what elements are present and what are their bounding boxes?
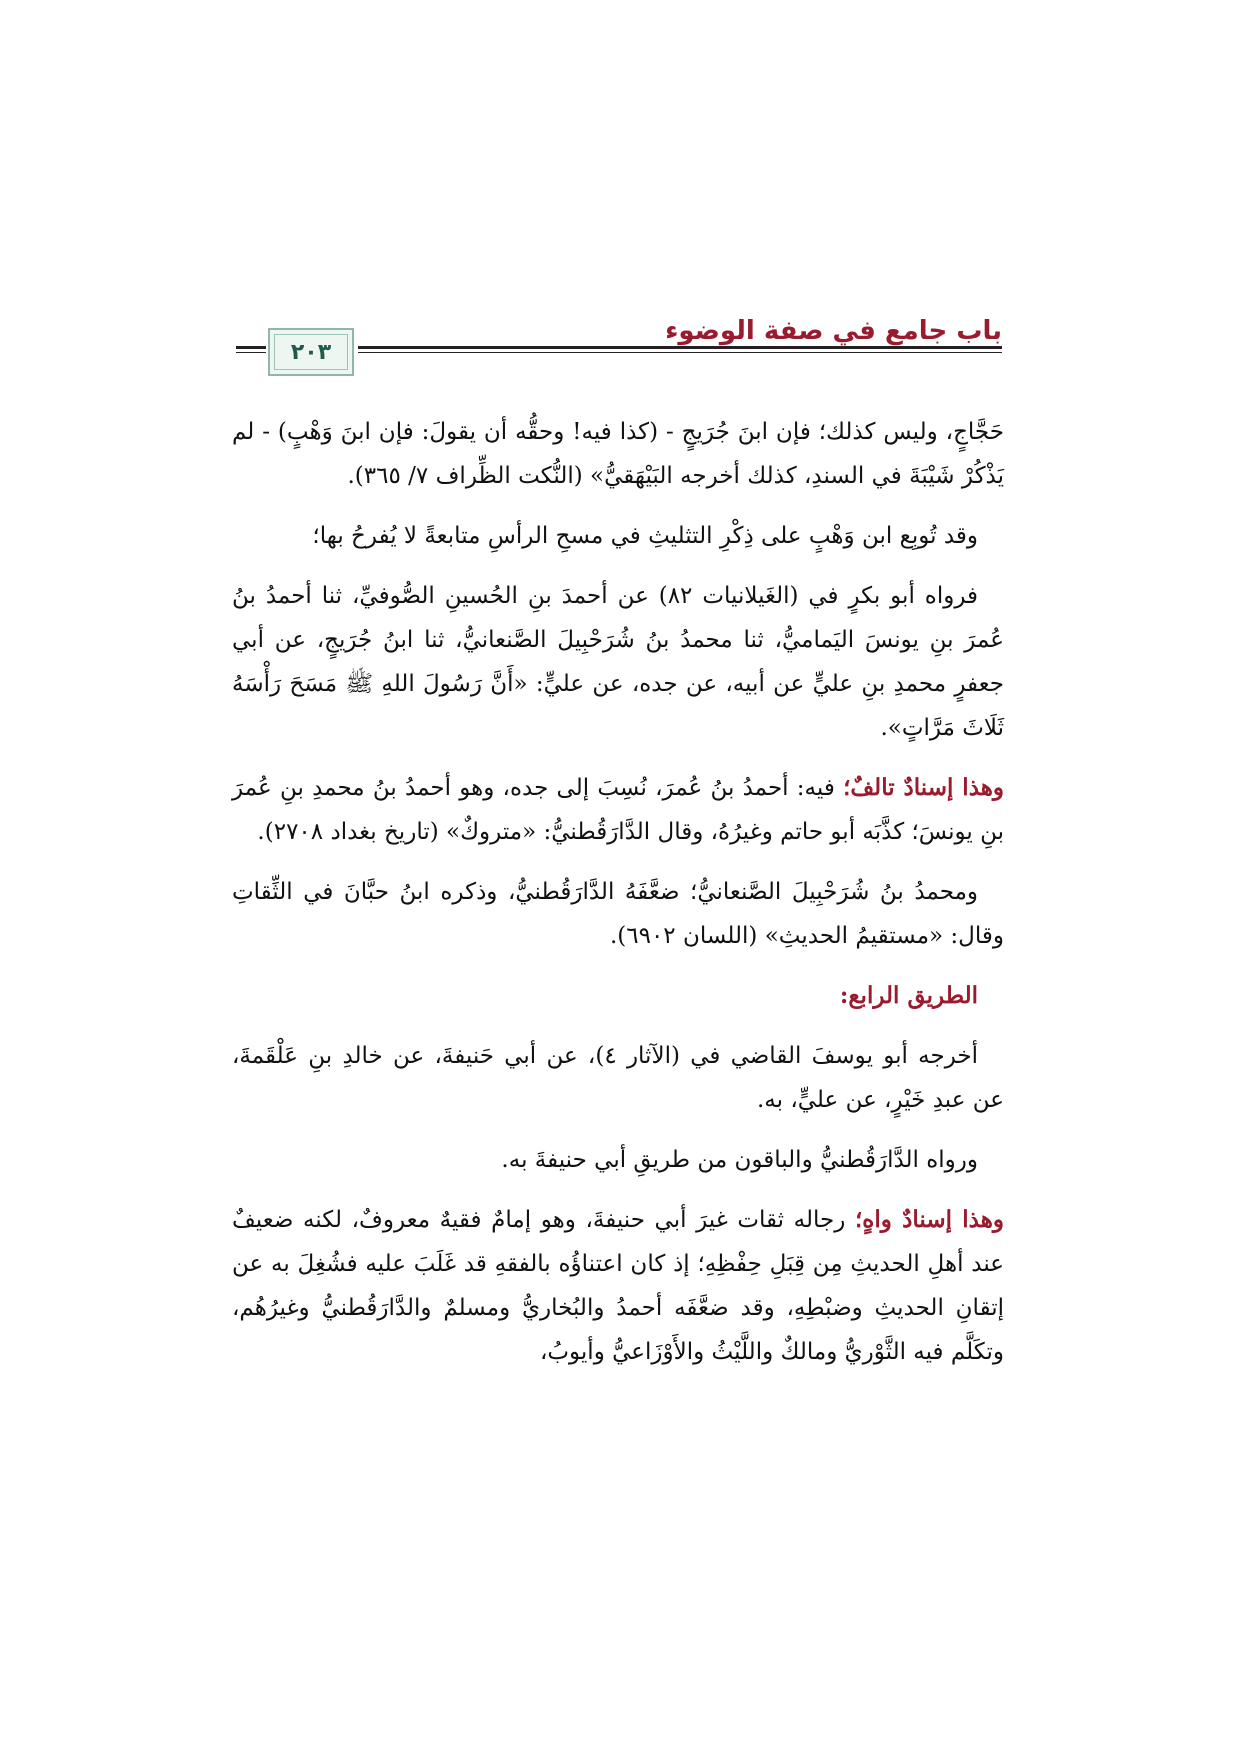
paragraph-text: ومحمدُ بنُ شُرَحْبِيلَ الصَّنعانيُّ؛ ضعَّفَهُ الدَّارَقُطنيُّ، وذكره ابنُ حبَّانَ في الثِّقاتِ وقال: «مستقيمُ الحديثِ» (اللسان ٦٩٠٢). [232,879,1004,949]
paragraph-text: أخرجه أبو يوسفَ القاضي في (الآثار ٤)، عن أبي حَنيفةَ، عن خالدِ بنِ عَلْقَمةَ، عن عبدِ خَيْرٍ، عن عليٍّ، به. [232,1043,1004,1113]
paragraph-verdict [232,766,1004,854]
header-rule-top [358,346,1002,349]
paragraph [232,1138,1004,1182]
header-rule-bottom [358,352,1002,353]
paragraph-text: ورواه الدَّارَقُطنيُّ والباقون من طريقِ أبي حنيفةَ به. [501,1147,978,1173]
verdict-lead: وهذا إسنادٌ تالفٌ؛ [843,774,1005,801]
verdict-lead: وهذا إسنادٌ واهٍ؛ [854,1206,1004,1233]
paragraph-text: رجاله ثقات غيرَ أبي حنيفةَ، وهو إمامٌ فقيهٌ معروفٌ، لكنه ضعيفٌ عند أهلِ الحديثِ مِن قِبَلِ حِفْظِهِ؛ إذ كان اعتناؤُه بالفقهِ قد غَلَبَ عليه فشُغِلَ به عن إتقانِ الحديثِ وضبْطِهِ، وقد ضعَّفَه أحمدُ والبُخاريُّ ومسلمٌ والدَّارَقُطنيُّ وغيرُهُم، وتكَلَّم فيه الثَّوْريُّ ومالكٌ واللَّيْثُ والأَوْزَاعيُّ وأيوبُ، [232,1207,1004,1365]
header-rule-left-bottom [236,352,266,353]
paragraph [232,514,1004,558]
paragraph-continuation [232,410,1004,498]
page-body [232,410,1004,1390]
paragraph [232,1034,1004,1122]
paragraph [232,870,1004,958]
paragraph-text: فيه: أحمدُ بنُ عُمرَ، نُسِبَ إلى جده، وهو أحمدُ بنُ محمدِ بنِ عُمرَ بنِ يونسَ؛ كذَّبَه أبو حاتم وغيرُهُ، وقال الدَّارَقُطنيُّ: «متروكٌ» (تاريخ بغداد ٢٧٠٨). [232,775,1004,845]
paragraph-verdict [232,1198,1004,1374]
page-number: ٢٠٣ [290,339,332,365]
paragraph-text: فرواه أبو بكرٍ في (الغَيلانيات ٨٢) عن أحمدَ بنِ الحُسينِ الصُّوفيِّ، ثنا أحمدُ بنُ عُمرَ بنِ يونسَ اليَماميُّ، ثنا محمدُ بنُ شُرَحْبِيلَ الصَّنعانيُّ، ثنا ابنُ جُرَيجٍ، عن أبي جعفرٍ محمدِ بنِ عليٍّ عن أبيه، عن جده، عن عليٍّ: «أَنَّ رَسُولَ اللهِ ﷺ مَسَحَ رَأْسَهُ ثَلَاثَ مَرَّاتٍ». [232,583,1004,741]
header-rule-left-top [236,346,266,349]
paragraph-text: وقد تُوبِع ابن وَهْبٍ على ذِكْرِ التثليثِ في مسحِ الرأسِ متابعةً لا يُفرحُ بها؛ [312,523,978,549]
chapter-title: باب جامع في صفة الوضوء [665,316,1002,346]
section-heading: الطريق الرابع: [839,982,978,1009]
paragraph-text: حَجَّاجٍ، وليس كذلك؛ فإن ابنَ جُرَيجٍ - (كذا فيه! وحقُّه أن يقولَ: فإن ابنَ وَهْبٍ) - لم يَذْكُرْ شَيْبَةَ في السندِ، كذلك أخرجه البَيْهَقيُّ» (النُّكت الظِّراف ٧/ ٣٦٥). [232,419,1004,489]
page-number-badge [268,328,354,376]
paragraph [232,574,1004,750]
